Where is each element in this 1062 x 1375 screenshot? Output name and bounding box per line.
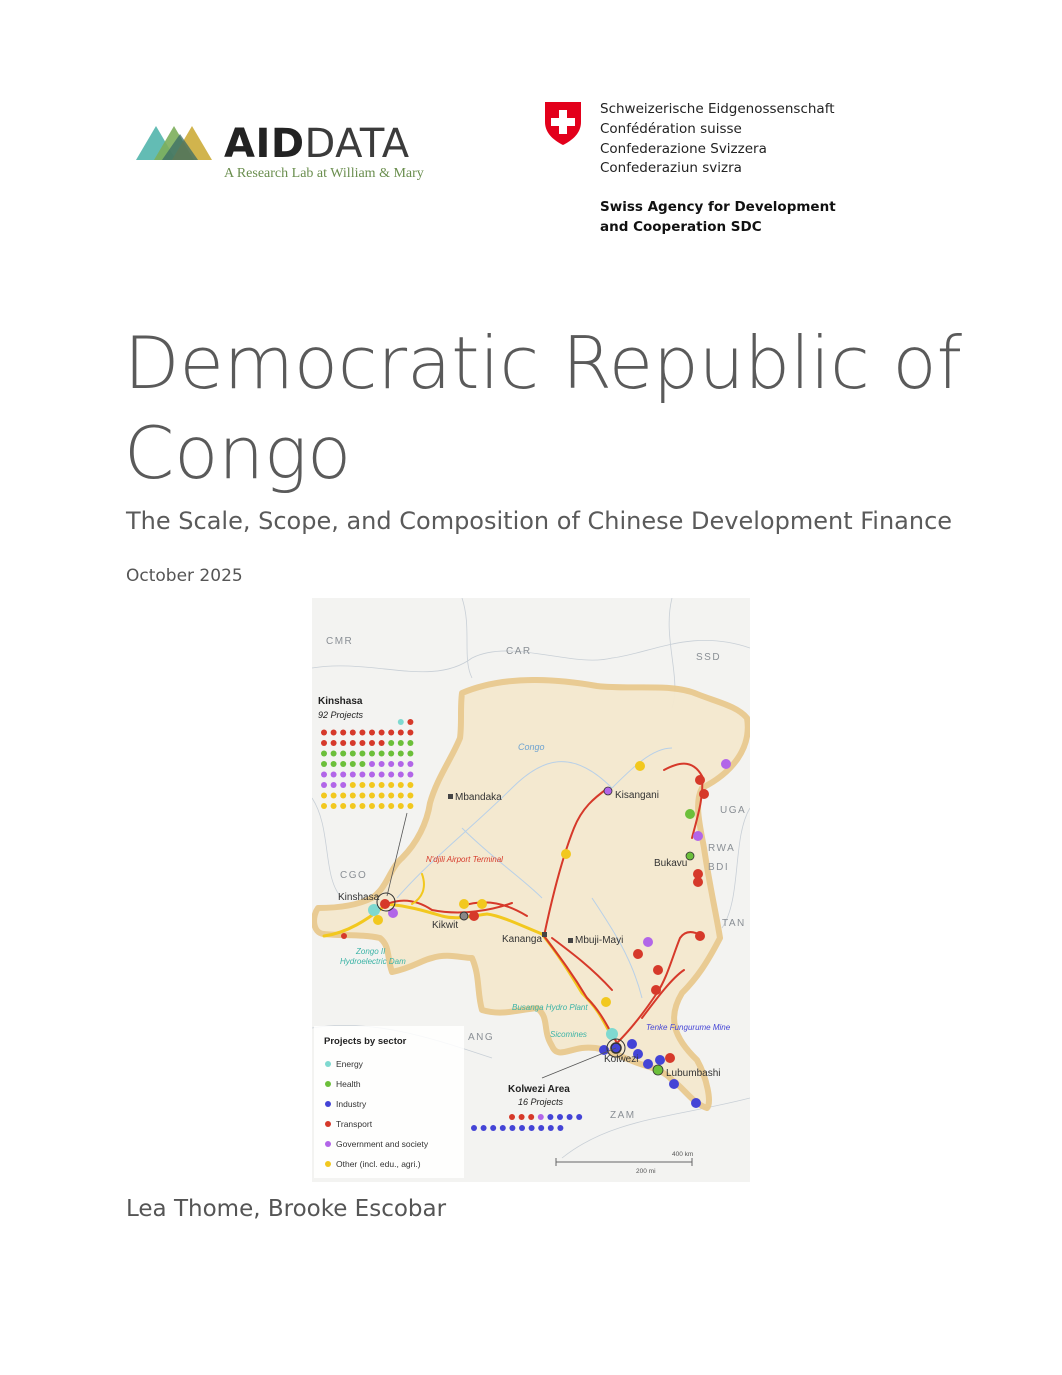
inset-dot xyxy=(331,782,337,788)
inset-dot xyxy=(359,730,365,736)
inset-dot xyxy=(340,803,346,809)
inset-dot xyxy=(379,730,385,736)
inset-dot xyxy=(340,751,346,757)
inset-dot xyxy=(481,1125,487,1131)
inset-dot xyxy=(407,782,413,788)
inset-dot xyxy=(359,751,365,757)
swiss-line: Confederaziun svizra xyxy=(600,160,742,177)
inset-dot xyxy=(407,761,413,767)
drc-project-map xyxy=(312,598,750,1182)
aiddata-word-first: AID xyxy=(224,121,305,167)
inset-dot xyxy=(557,1114,563,1120)
inset-dot xyxy=(369,772,375,778)
inset-dot xyxy=(379,772,385,778)
inset-dot xyxy=(331,803,337,809)
inset-dot xyxy=(388,782,394,788)
inset-dot xyxy=(321,740,327,746)
inset-dot xyxy=(398,803,404,809)
inset-dot xyxy=(471,1125,477,1131)
kinshasa-inset-title: Kinshasa xyxy=(318,696,363,707)
report-title: Democratic Republic of Congo xyxy=(124,321,962,495)
kolwezi-inset-count: 16 Projects xyxy=(518,1097,564,1107)
inset-dot xyxy=(509,1125,515,1131)
inset-dot xyxy=(529,1125,535,1131)
country-label: ANG xyxy=(468,1032,495,1043)
swiss-line: Confédération suisse xyxy=(600,120,742,137)
country-label: RWA xyxy=(708,843,736,854)
country-label: UGA xyxy=(720,805,747,816)
inset-dot xyxy=(321,772,327,778)
inset-dot xyxy=(407,751,413,757)
inset-dot xyxy=(350,740,356,746)
city-label: Bukavu xyxy=(654,858,688,869)
inset-dot xyxy=(359,793,365,799)
report-subtitle: The Scale, Scope, and Composition of Chinese Development Finance xyxy=(126,507,953,535)
inset-dot xyxy=(398,772,404,778)
annotation-busanga: Busanga Hydro Plant xyxy=(512,1003,588,1012)
inset-dot xyxy=(321,782,327,788)
inset-dot xyxy=(321,761,327,767)
sdc-line: and Cooperation SDC xyxy=(600,218,762,235)
country-label: SSD xyxy=(696,652,722,663)
inset-dot xyxy=(388,772,394,778)
inset-dot xyxy=(557,1125,563,1131)
city-label: Kisangani xyxy=(615,790,659,801)
inset-dot xyxy=(528,1114,534,1120)
inset-dot xyxy=(538,1125,544,1131)
scale-mi: 200 mi xyxy=(636,1168,656,1175)
aiddata-wordmark xyxy=(224,122,410,166)
inset-dot xyxy=(379,782,385,788)
inset-dot xyxy=(369,730,375,736)
river-label: Congo xyxy=(518,742,545,752)
city-label: Kolwezi xyxy=(604,1054,639,1065)
inset-dot xyxy=(331,761,337,767)
inset-dot xyxy=(519,1114,525,1120)
inset-dot xyxy=(379,751,385,757)
legend-label-health: Health xyxy=(336,1079,361,1089)
inset-dot xyxy=(379,803,385,809)
inset-dot xyxy=(350,793,356,799)
inset-dot xyxy=(321,803,327,809)
report-date: October 2025 xyxy=(126,566,243,586)
legend-label-industry: Industry xyxy=(336,1099,367,1109)
inset-dot xyxy=(379,793,385,799)
inset-dot xyxy=(407,772,413,778)
inset-dot xyxy=(369,751,375,757)
annotation-tenke: Tenke Fungurume Mine xyxy=(646,1023,731,1032)
inset-dot xyxy=(407,719,413,725)
inset-dot xyxy=(350,751,356,757)
scale-km: 400 km xyxy=(672,1151,694,1158)
inset-dot xyxy=(388,740,394,746)
inset-dot xyxy=(538,1114,544,1120)
inset-dot xyxy=(331,730,337,736)
inset-dot xyxy=(567,1114,573,1120)
country-label: CAR xyxy=(506,646,532,657)
country-label: CMR xyxy=(326,636,354,647)
legend-label-energy: Energy xyxy=(336,1059,363,1069)
annotation-zongo: Zongo II xyxy=(356,947,386,956)
inset-dot xyxy=(331,740,337,746)
inset-dot xyxy=(548,1125,554,1131)
inset-dot xyxy=(331,772,337,778)
inset-dot xyxy=(398,730,404,736)
inset-dot xyxy=(359,740,365,746)
city-label: Kikwit xyxy=(432,920,459,931)
inset-dot xyxy=(340,730,346,736)
annotation-zongo-line2: Hydroelectric Dam xyxy=(340,957,406,966)
city-label: Lubumbashi xyxy=(666,1068,721,1079)
inset-dot xyxy=(350,730,356,736)
aiddata-tagline: A Research Lab at William & Mary xyxy=(224,166,424,181)
inset-dot xyxy=(398,740,404,746)
swiss-line: Schweizerische Eidgenossenschaft xyxy=(600,101,835,117)
inset-dot xyxy=(359,761,365,767)
inset-dot xyxy=(398,719,404,725)
aiddata-word-second: DATA xyxy=(304,121,410,167)
inset-dot xyxy=(340,740,346,746)
inset-dot xyxy=(388,751,394,757)
legend-title: Projects by sector xyxy=(324,1036,407,1047)
sdc-agency-name xyxy=(600,198,836,238)
inset-dot xyxy=(350,782,356,788)
city-label: Mbandaka xyxy=(455,792,502,803)
inset-dot xyxy=(576,1114,582,1120)
inset-dot xyxy=(398,761,404,767)
city-label: Kananga xyxy=(502,934,543,945)
inset-dot xyxy=(547,1114,553,1120)
inset-dot xyxy=(340,793,346,799)
inset-dot xyxy=(321,793,327,799)
inset-dot xyxy=(359,782,365,788)
inset-dot xyxy=(359,772,365,778)
inset-dot xyxy=(331,793,337,799)
inset-dot xyxy=(350,761,356,767)
inset-dot xyxy=(500,1125,506,1131)
inset-dot xyxy=(407,803,413,809)
inset-dot xyxy=(407,740,413,746)
inset-dot xyxy=(398,751,404,757)
swiss-confederation-names xyxy=(600,100,835,179)
inset-dot xyxy=(350,803,356,809)
inset-dot xyxy=(388,803,394,809)
inset-dot xyxy=(398,782,404,788)
inset-dot xyxy=(379,740,385,746)
inset-dot xyxy=(350,772,356,778)
swiss-line: Confederazione Svizzera xyxy=(600,140,767,157)
inset-dot xyxy=(331,751,337,757)
sdc-line: Swiss Agency for Development xyxy=(600,199,836,215)
inset-dot xyxy=(388,730,394,736)
inset-dot xyxy=(359,803,365,809)
inset-dot xyxy=(519,1125,525,1131)
report-authors: Lea Thome, Brooke Escobar xyxy=(126,1196,447,1222)
kolwezi-inset-title: Kolwezi Area xyxy=(508,1084,570,1095)
city-label: Kinshasa xyxy=(338,892,380,903)
annotation-sicomines: Sicomines xyxy=(550,1030,587,1039)
inset-dot xyxy=(369,793,375,799)
swiss-shield-icon xyxy=(543,100,583,146)
inset-dot xyxy=(388,793,394,799)
legend-label-government: Government and society xyxy=(336,1139,429,1149)
inset-dot xyxy=(369,803,375,809)
country-label: TAN xyxy=(722,918,746,929)
inset-dot xyxy=(369,761,375,767)
inset-dot xyxy=(407,793,413,799)
inset-dot xyxy=(490,1125,496,1131)
inset-dot xyxy=(388,761,394,767)
inset-dot xyxy=(398,793,404,799)
inset-dot xyxy=(369,782,375,788)
country-label: BDI xyxy=(708,862,730,873)
country-label: ZAM xyxy=(610,1110,636,1121)
country-label: CGO xyxy=(340,870,368,881)
inset-dot xyxy=(321,730,327,736)
inset-dot xyxy=(379,761,385,767)
inset-dot xyxy=(509,1114,515,1120)
kinshasa-inset-count: 92 Projects xyxy=(318,710,364,720)
inset-dot xyxy=(321,751,327,757)
annotation-airport: N'djili Airport Terminal xyxy=(426,855,503,864)
inset-dot xyxy=(369,740,375,746)
legend-label-other: Other (incl. edu., agri.) xyxy=(336,1159,421,1169)
inset-dot xyxy=(340,772,346,778)
inset-dot xyxy=(340,761,346,767)
city-label: Mbuji-Mayi xyxy=(575,935,624,946)
inset-dot xyxy=(340,782,346,788)
inset-dot xyxy=(407,730,413,736)
legend-label-transport: Transport xyxy=(336,1119,373,1129)
